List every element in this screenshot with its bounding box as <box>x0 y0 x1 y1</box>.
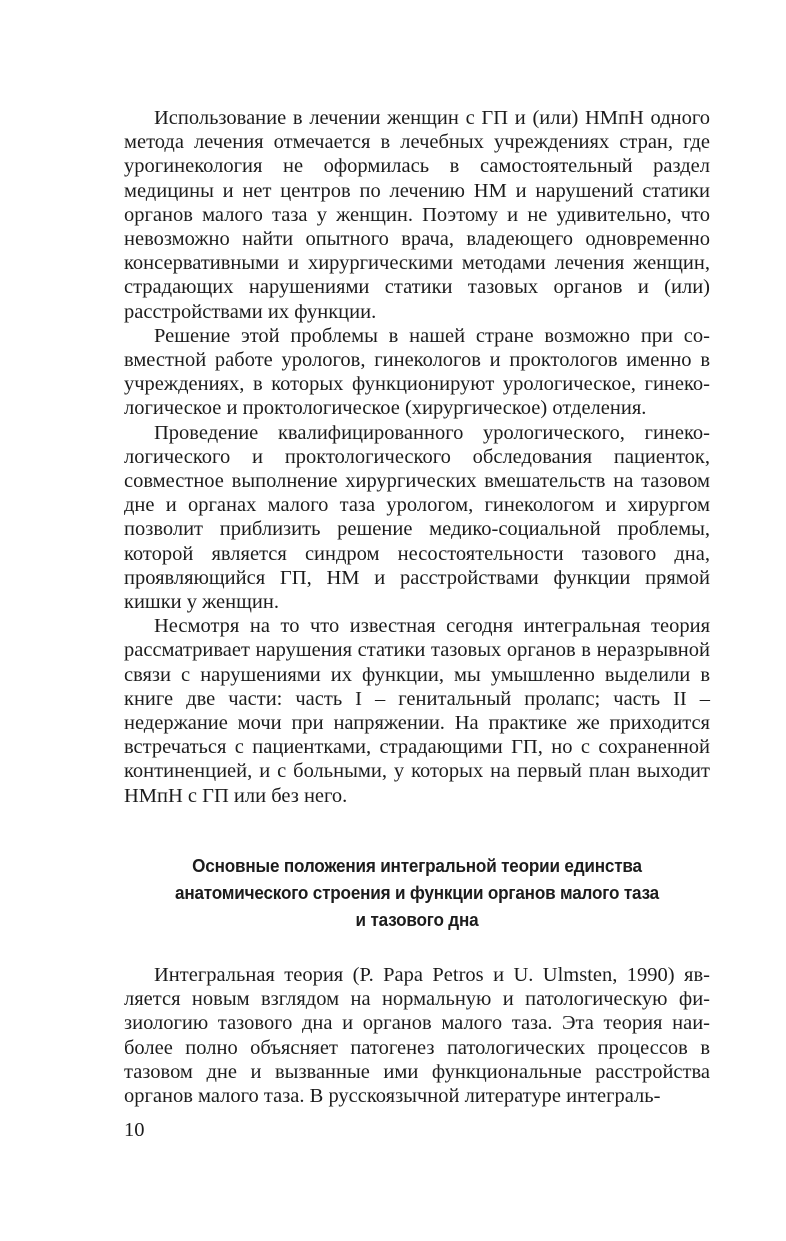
page-number: 10 <box>124 1119 145 1141</box>
section-heading <box>147 852 686 933</box>
body-paragraph: Использование в лечении женщин с ГП и (или) НМпН одного метода лечения отмечается в лечебных учреждениях стран, где урогинекология не оформилась в самостоятельный раздел медицины и нет центров по лечению НМ и нарушений статики органов малого таза у женщин. Поэтому и не удивительно, что невозможно найти опытного врача, владеющего одновременно консервативными и хирургическими методами лечения женщин, страдающих нарушениями статики тазовых органов и (или) расстройствами их функции. <box>124 107 710 323</box>
section-heading-line: анатомического строения и функции органов малого таза <box>174 881 659 903</box>
body-paragraph: Решение этой проблемы в нашей стране возможно при совместной работе урологов, гинекологов и проктологов именно в учреждениях, в которых функционируют урологическое, гинекологическое и проктологическое (хирургическое) отделения. <box>124 324 710 420</box>
section-heading-line: Основные положения интегральной теории единства <box>192 854 642 876</box>
section-heading-line: и тазового дна <box>355 908 479 930</box>
page-content <box>124 106 710 1108</box>
body-paragraph: Несмотря на то что известная сегодня интегральная теория рассматривает нарушения статики тазовых органов в неразрывной связи с нарушениями их функции, мы умышленно выделили в книге две части: часть I – генитальный пролапс; часть II – недержание мочи при напряжении. На практике же приходится встречаться с пациентками, страдающими ГП, но с сохраненной континенцией, и с больными, у которых на первый план выходит НМпН с ГП или без него. <box>124 615 710 807</box>
body-paragraph: Проведение квалифицированного урологического, гинекологического и проктологического обследования пациенток, совместное выполнение хирургических вмешательств на тазовом дне и органах малого таза урологом, гинекологом и хирургом позволит приблизить решение медико-социальной проблемы, которой является синдром несостоятельности тазового дна, проявляющийся ГП, НМ и расстройствами функции прямой кишки у женщин. <box>124 421 710 614</box>
body-paragraph: Интегральная теория (P. Papa Petros и U. Ulmsten, 1990) является новым взглядом на нормальную и патологическую физиологию тазового дна и органов малого таза. Эта теория наиболее полно объясняет патогенез патологических процессов в тазовом дне и вызванные ими функциональные расстройства органов малого таза. В русскоязычной литературе интеграль- <box>124 963 710 1107</box>
